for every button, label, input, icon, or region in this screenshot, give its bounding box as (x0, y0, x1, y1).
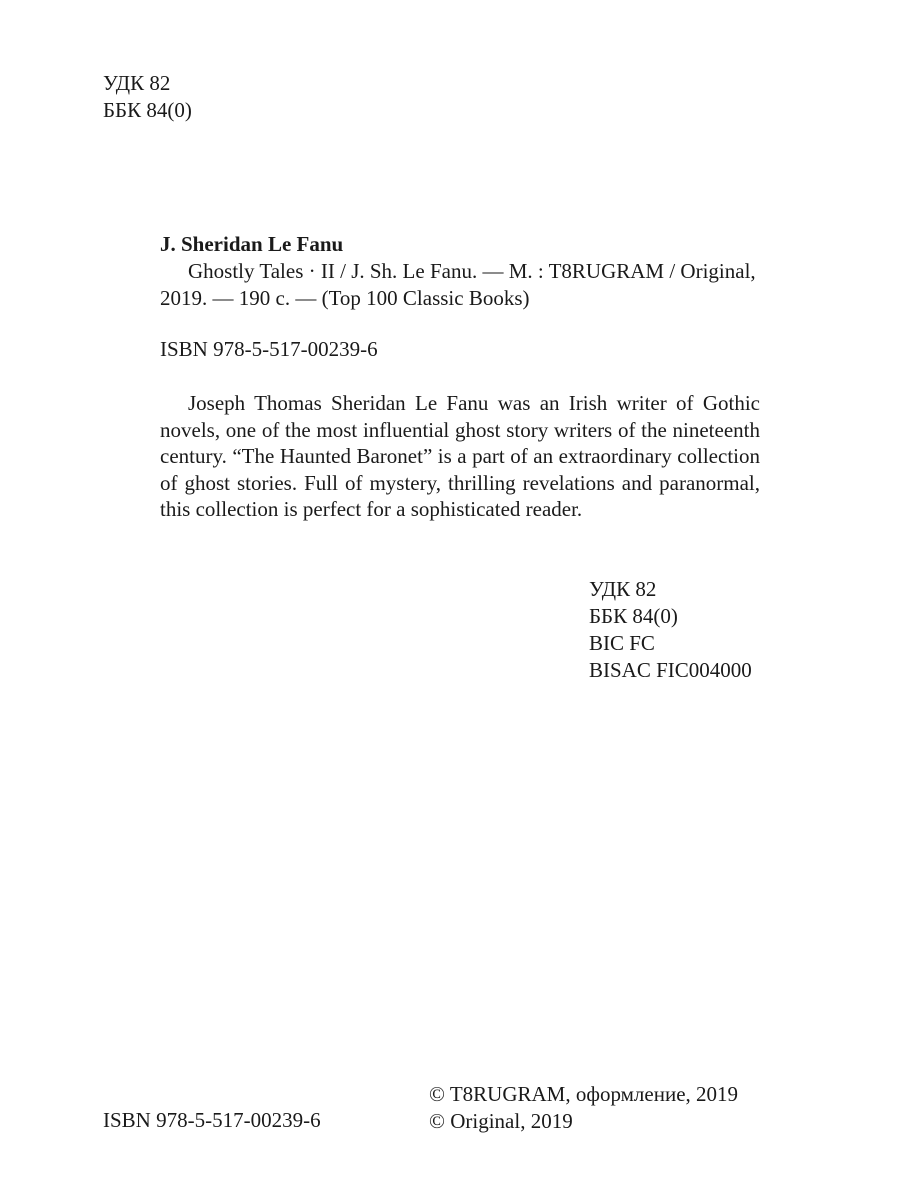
footer-isbn: ISBN 978-5-517-00239-6 (103, 1108, 321, 1132)
bbk-code: ББК 84(0) (589, 604, 678, 628)
udk-code: УДК 82 (589, 577, 657, 601)
bisac-code: BISAC FIC004000 (589, 658, 752, 682)
abstract-text: Joseph Thomas Sheridan Le Fanu was an Irish writer of Gothic novels, one of the most influential ghost story writers of the nineteenth century. “The Haunted Baronet” is a part of an extraordinary collection of ghost stories. Full of mystery, thrilling revelations and paranormal, this collection is perfect for a sophisticated reader. (160, 391, 760, 522)
bib-line: 2019. — 190 c. — (Top 100 Classic Books) (160, 286, 530, 310)
udk-code: УДК 82 (103, 71, 171, 95)
bibliographic-description (160, 258, 760, 312)
copyright-line: © T8RUGRAM, оформление, 2019 (429, 1082, 739, 1106)
copyright-line: © Original, 2019 (429, 1109, 573, 1133)
catalog-record (160, 230, 760, 312)
copyright-notice (429, 1081, 738, 1135)
author-heading: J. Sheridan Le Fanu (160, 232, 344, 256)
bbk-code: ББК 84(0) (103, 98, 192, 122)
bic-code: BIC FC (589, 631, 655, 655)
right-classification-codes (589, 576, 752, 684)
top-classification-codes (103, 70, 192, 124)
bib-line: Ghostly Tales · II / J. Sh. Le Fanu. — M. : T8RUGRAM / Original, (188, 259, 756, 283)
isbn-line: ISBN 978-5-517-00239-6 (160, 337, 378, 361)
abstract-paragraph (160, 390, 760, 523)
